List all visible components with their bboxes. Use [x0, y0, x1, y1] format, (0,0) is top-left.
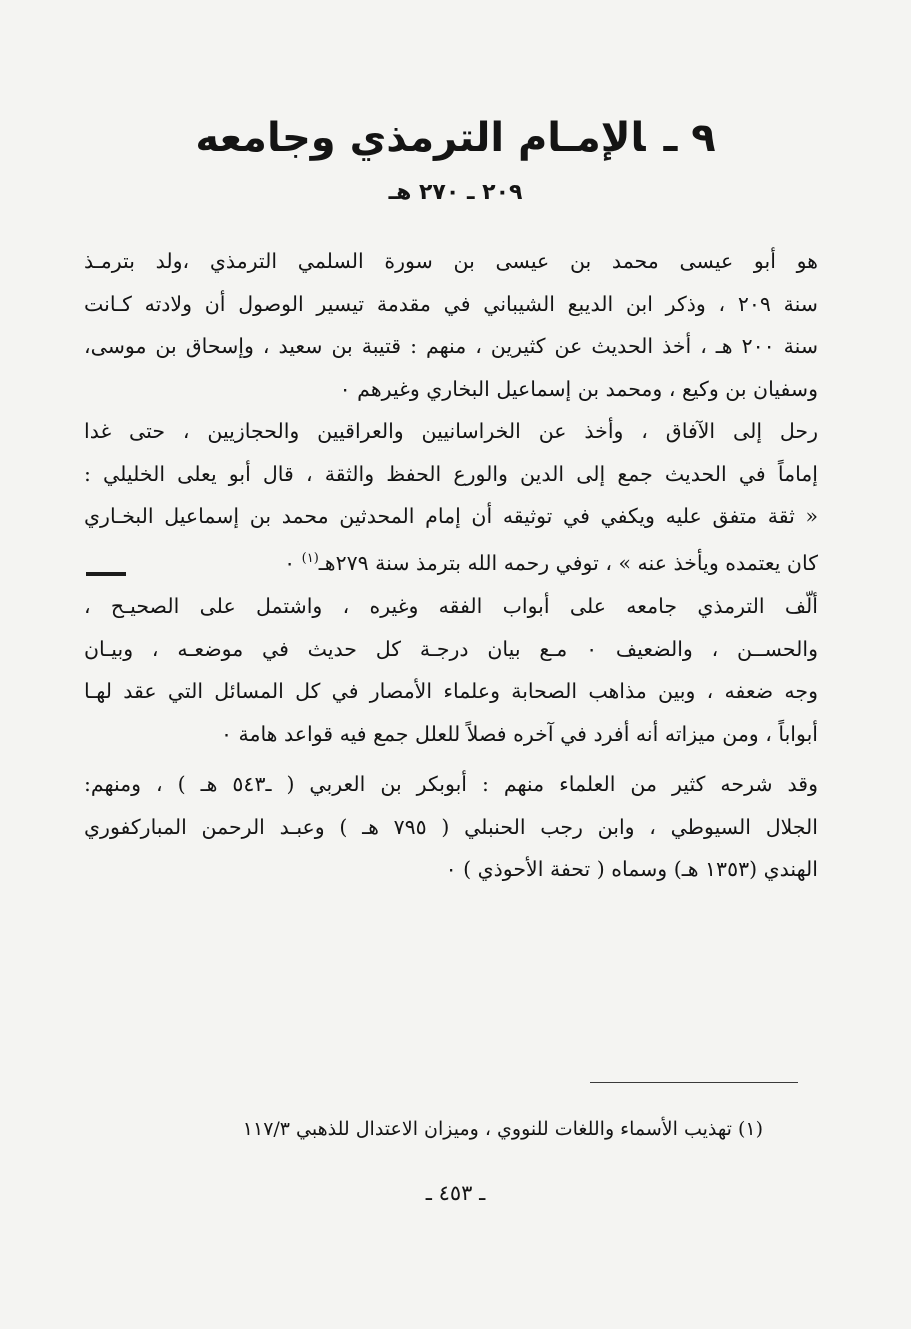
text-line: « ثقة متفق عليه ويكفي في توثيقه أن إمام المحدثين محمد بن إسماعيل البخـاري [84, 504, 818, 528]
page-number: ـ ٤٥٣ ـ [425, 1181, 486, 1205]
text-line: أبواباً ، ومن ميزاته أنه أفرد في آخره فصلاً للعلل جمع فيه قواعد هامة ٠ [220, 721, 818, 746]
text-line: وجه ضعفه ، وبين مذاهب الصحابة وعلماء الأمصار في كل المسائل التي عقد لهـا [84, 679, 818, 703]
text-line: هو أبو عيسى محمد بن عيسى بن سورة السلمي الترمذي ،ولد بترمـذ [84, 249, 818, 273]
footnote: (١) تهذيب الأسماء واللغات للنووي ، وميزان الاعتدال للذهبي ١١٧/٣ [242, 1118, 763, 1140]
footnote-divider [590, 1082, 798, 1083]
paragraph-commentaries [84, 763, 818, 891]
text-line-with-footnote [84, 538, 818, 581]
text-line: رحل إلى الآفاق ، وأخذ عن الخراسانيين والعراقيين والحجازيين ، حتى غدا [84, 419, 818, 443]
chapter-title-text: الإمـام الترمذي وجامعه [195, 115, 646, 161]
paragraph-biography [84, 240, 818, 410]
margin-mark [86, 572, 126, 576]
end-mark: ٠ [284, 550, 296, 575]
text-line: سنة ٢٠٩ ، وذكر ابن الديبع الشيباني في مقدمة تيسير الوصول أن ولادته كـانت [84, 291, 818, 316]
text-line: والحســن ، والضعيف ٠ مـع بيان درجـة كل حديث في موضعـه ، وبيـان [84, 636, 818, 661]
text-line: سنة ٢٠٠ هـ ، أخذ الحديث عن كثيرين ، منهم : قتيبة بن سعيد ، وإسحاق بن موسى، [84, 334, 818, 358]
chapter-number: ٩ [691, 115, 716, 161]
text-line: إماماً في الحديث جمع إلى الدين والورع الحفظ والثقة ، قال أبو يعلى الخليلي : [84, 461, 818, 486]
text-line: الجلال السيوطي ، وابن رجب الحنبلي ( ٧٩٥ هـ ) وعبـد الرحمن المباركفوري [84, 814, 818, 839]
chapter-dates: ٢٠٩ ـ ٢٧٠ هـ [388, 180, 523, 205]
title-dash: ـ [663, 115, 678, 161]
paragraph-jami [84, 585, 818, 755]
text-line: وسفيان بن وكيع ، ومحمد بن إسماعيل البخاري وغيرهم ٠ [339, 376, 818, 401]
text-line: ألّف الترمذي جامعه على أبواب الفقه وغيره ، واشتمل على الصحيـح ، [84, 594, 818, 618]
text-line: وقد شرحه كثير من العلماء منهم : أبوبكر بن العربي ( ـ٥٤٣ هـ ) ، ومنهم: [84, 772, 818, 796]
footnote-marker[interactable]: (١) [301, 550, 319, 566]
text-line: كان يعتمده ويأخذ عنه » ، توفي رحمه الله بترمذ سنة ٢٧٩هـ [318, 550, 818, 575]
chapter-title [0, 110, 911, 166]
text-line: الهندي (١٣٥٣ هـ) وسماه ( تحفة الأحوذي ) ٠ [445, 857, 818, 881]
paragraph-travels [84, 410, 818, 580]
